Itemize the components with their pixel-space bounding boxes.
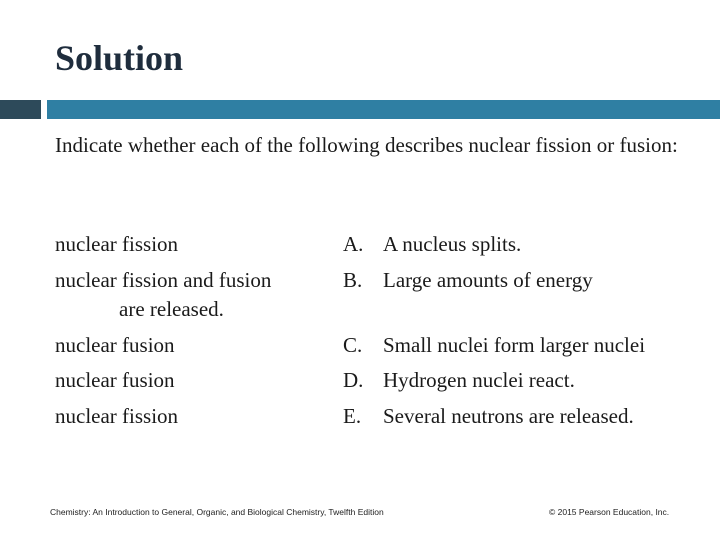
statement-a-text: A nucleus splits. <box>383 232 522 256</box>
statement-e-text: Several neutrons are released. <box>383 404 634 428</box>
statement-d-letter: D. <box>343 368 364 392</box>
statement-a <box>343 230 521 259</box>
footer-book-title: Chemistry: An Introduction to General, Organic, and Biological Chemistry, Twelfth Edition <box>50 507 384 517</box>
statement-b-text: Large amounts of energy <box>383 268 593 292</box>
statement-e <box>343 402 634 431</box>
statement-d <box>343 366 575 395</box>
statement-a-letter: A. <box>343 232 364 256</box>
statement-c <box>343 331 645 360</box>
title-divider-bar <box>47 100 720 119</box>
question-prompt: Indicate whether each of the following describes nuclear fission or fusion: <box>55 133 678 157</box>
statement-c-letter: C. <box>343 333 363 357</box>
statement-b-letter: B. <box>343 268 363 292</box>
title-divider-block <box>0 100 41 119</box>
answer-2: nuclear fission and fusion <box>55 268 272 292</box>
statement-b <box>343 266 593 295</box>
answer-5: nuclear fission <box>55 404 179 428</box>
statement-c-text: Small nuclei form larger nuclei <box>383 333 646 357</box>
answer-4: nuclear fusion <box>55 368 175 392</box>
answer-2-continuation: are released. <box>119 297 224 321</box>
slide-title: Solution <box>55 38 184 78</box>
answer-1: nuclear fission <box>55 232 179 256</box>
statement-e-letter: E. <box>343 404 362 428</box>
footer-copyright: © 2015 Pearson Education, Inc. <box>549 507 670 517</box>
statement-d-text: Hydrogen nuclei react. <box>383 368 575 392</box>
answer-3: nuclear fusion <box>55 333 175 357</box>
